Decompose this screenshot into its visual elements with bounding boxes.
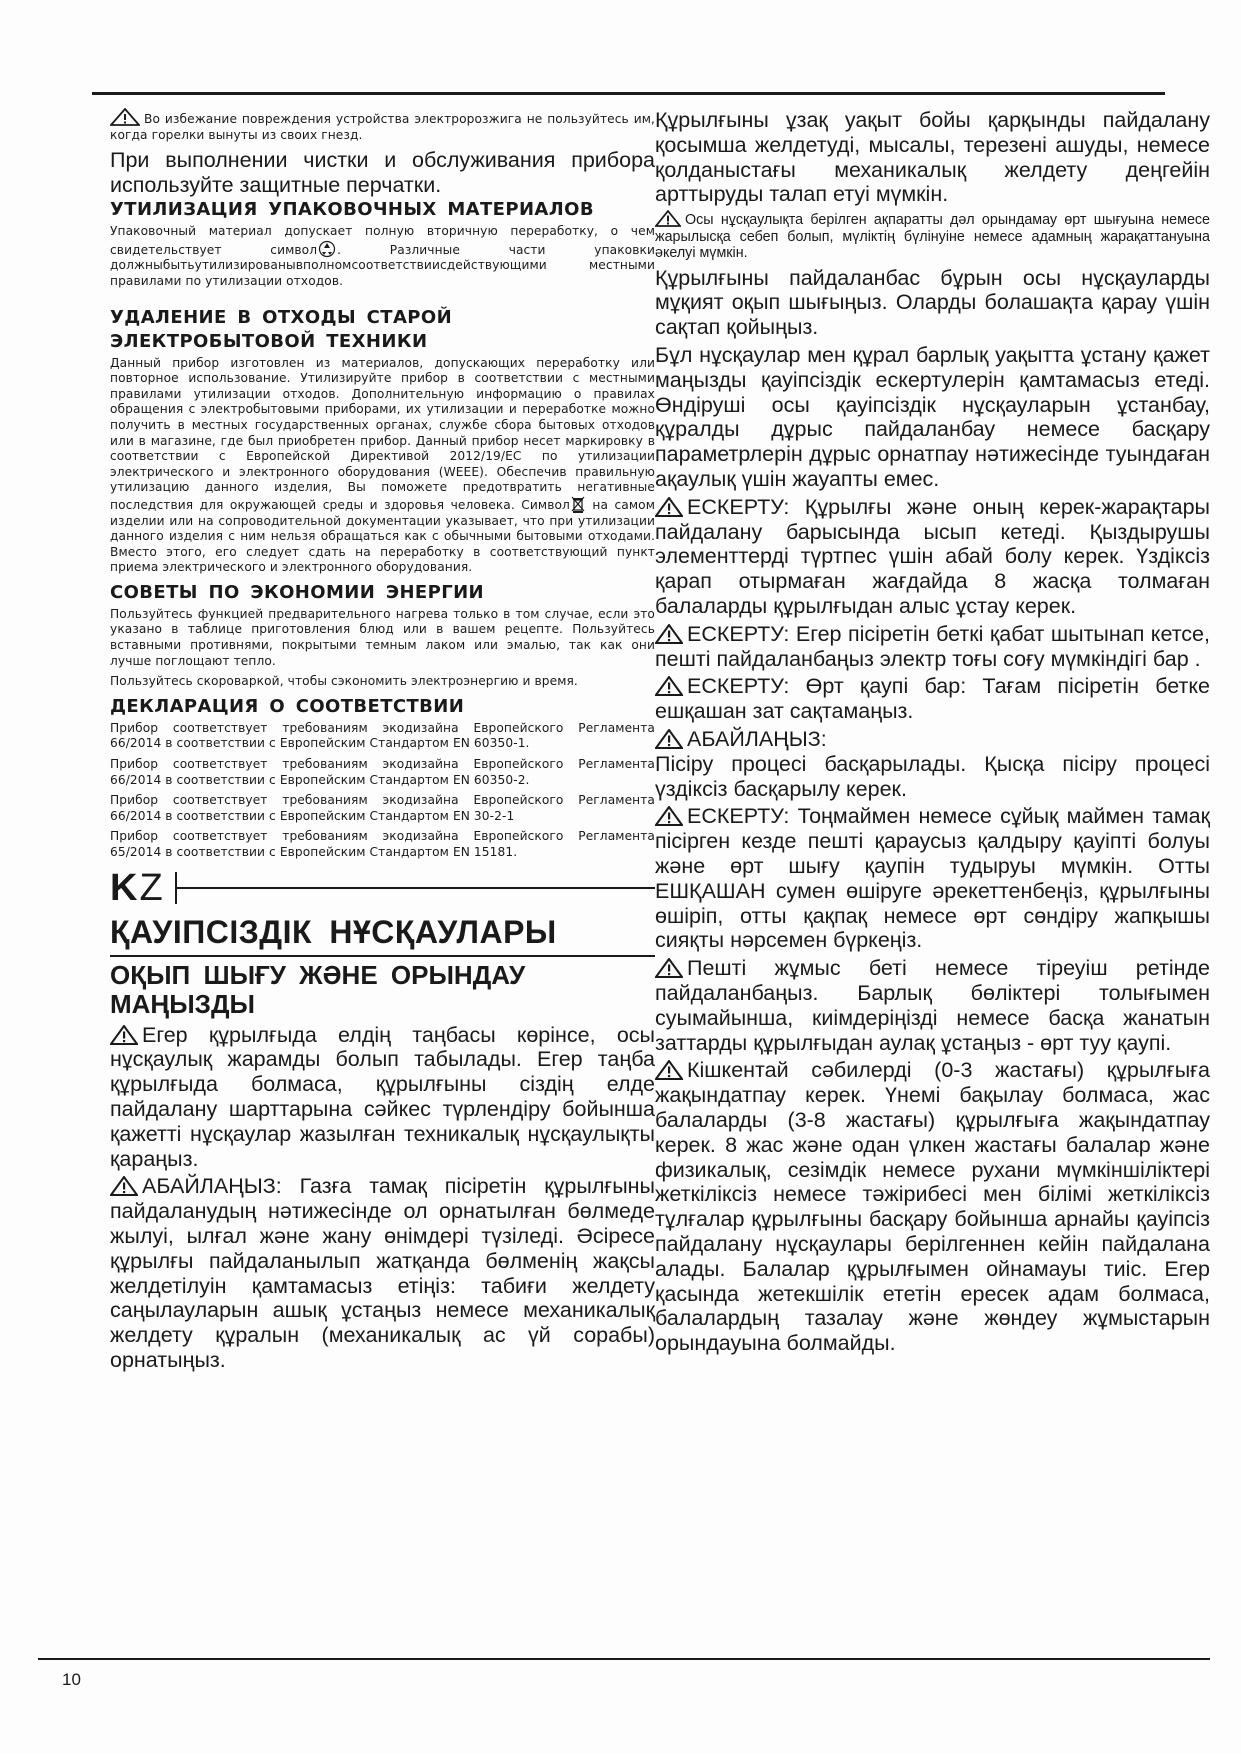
kz-warning-crack: ЕСКЕРТУ: Егер пісіретін беткі қабат шытынап кетсе, пешті пайдаланбаңыз электр тоғы соғу мүмкіндігі бар . bbox=[655, 621, 1210, 671]
ru-burner-note: Во избежание повреждения устройства электророзжига не пользуйтесь им, когда горелки вынуты из своих гнезд. bbox=[110, 108, 655, 143]
warning-icon bbox=[655, 1060, 683, 1080]
ru-energy-heading: СОВЕТЫ ПО ЭКОНОМИИ ЭНЕРГИИ bbox=[110, 581, 485, 603]
ru-energy-tip-2: Пользуйтесь скороваркой, чтобы сэкономить электроэнергию и время. bbox=[110, 674, 578, 689]
right-column bbox=[655, 108, 1210, 1359]
kz-language-marker bbox=[110, 867, 655, 909]
kz-warning-hot: ЕСКЕРТУ: Құрылғы және оның керек-жарақтары пайдалану барысында ысып кетеді. Қыздырушы элементтерді түртпес үшін абай болу керек. Үздіксіз қарап отырмаған жағдайда 8 жасқа толмаған балаларды құрылғыдан алыс ұстау керек. bbox=[655, 494, 1210, 619]
bottom-rule bbox=[38, 1658, 1210, 1660]
page-number: 10 bbox=[62, 1670, 81, 1689]
kz-ventilation-note: Құрылғыны ұзақ уақыт бойы қарқынды пайдалану қосымша желдетуді, мысалы, терезені ашуды, немесе қолданыстағы механикалық желдету деңгейін арттыруды талап етуі мүмкін. bbox=[655, 108, 1210, 207]
warning-icon bbox=[655, 210, 681, 227]
ru-declaration-heading: ДЕКЛАРАЦИЯ О СООТВЕТСТВИИ bbox=[110, 695, 465, 717]
warning-icon bbox=[110, 1025, 138, 1045]
kz-title-rule bbox=[110, 955, 655, 957]
ru-declaration-4: Прибор соответствует требованиям экодизайна Европейского Регламента 65/2014 в соответствии с Европейским Стандартом EN 15181. bbox=[110, 829, 655, 859]
kz-warning-fat: ЕСКЕРТУ: Тоңмаймен немесе сұйық маймен тамақ пісірген кезде пешті қараусыз қалдыру қауіпті болуы және өрт шығу қаупін тудыруы мүмкін. Отты ЕШҚАШАН сумен өшіруге әрекеттенбеңіз, құрылғыны өшіріп, отты қақпақ немесе өрт сөндіру жапқышы сияқты нәрсемен бүркеңіз. bbox=[655, 804, 1210, 953]
warning-icon bbox=[655, 676, 683, 696]
kz-warning-fire: ЕСКЕРТУ: Өрт қаупі бар: Тағам пісіретін бетке ешқашан зат сақтамаңыз. bbox=[655, 674, 1210, 724]
kz-language-code: KZ bbox=[110, 866, 165, 909]
ru-disposal-heading: УДАЛЕНИЕ В ОТХОДЫ СТАРОЙ ЭЛЕКТРОБЫТОВОЙ ТЕХНИКИ bbox=[110, 306, 453, 352]
ru-gloves-note: При выполнении чистки и обслуживания прибора используйте защитные перчатки. bbox=[110, 148, 655, 197]
kz-marker-rule bbox=[177, 887, 655, 889]
ru-declaration-2: Прибор соответствует требованиям экодизайна Европейского Регламента 66/2014 в соответствии с Европейским Стандартом EN 60350-2. bbox=[110, 757, 655, 787]
warning-icon bbox=[655, 624, 683, 644]
warning-icon bbox=[655, 958, 683, 978]
crossed-bin-icon bbox=[571, 496, 585, 513]
kz-subtitle: ОҚЫП ШЫҒУ ЖӘНЕ ОРЫНДАУ МАҢЫЗДЫ bbox=[110, 959, 526, 1019]
warning-icon bbox=[655, 806, 683, 826]
ru-declaration-1: Прибор соответствует требованиям экодизайна Европейского Регламента 66/2014 в соответствии с Европейским Стандартом EN 60350-1. bbox=[110, 720, 655, 751]
kz-children-note: Кішкентай сәбилерді (0-3 жастағы) құрылғыға жақындатпау керек. Үнемі бақылау болмаса, жас балаларды (3-8 жастағы) құрылғыға жақындатпау керек. 8 жас және одан үлкен жастағы балалар және физикалық, сезімдік немесе рухани мүмкіншіліктері жеткіліксіз немесе тәжірибесі мен білімі жеткіліксіз тұлғалар құрылғыны басқару бойынша арнайы қауіпсіз пайдалану нұсқаулары берілгеннен кейін пайдалана алады. Балалар құрылғымен ойнамауы тиіс. Егер қасында жетекшілік ететін ересек адам болмаса, балалардың тазалау және жөндеу жұмыстарын орындауына болмайды. bbox=[655, 1058, 1210, 1356]
ru-packaging-text: Упаковочный материал допускает полную вторичную переработку, о чем свидетельствует символ . Различные части упаковки должныбытьутилизированывполномсоответствиисдействующими местными правилами по утилизации отходов. bbox=[110, 224, 656, 288]
kz-attention-cooking: АБАЙЛАҢЫЗ: Пісіру процесі басқарылады. Қысқа пісіру процесі үздіксіз басқарылу керек. bbox=[655, 727, 1210, 801]
warning-icon bbox=[655, 729, 683, 749]
recycle-icon bbox=[318, 240, 336, 258]
kz-surface-note: Пешті жұмыс беті немесе тіреуіш ретінде пайдаланбаңыз. Барлық бөліктері толығымен суымайынша, киімдеріңізді немесе басқа жанатын заттарды құрылғыдан аулақ ұстаңыз - өрт туу қаупі. bbox=[655, 956, 1210, 1055]
warning-icon bbox=[655, 497, 683, 517]
kz-gas-attention: АБАЙЛАҢЫЗ: Газға тамақ пісіретін құрылғыны пайдаланудың нәтижесінде ол орнатылған бөлмеде жылуі, ылғал және жану өнімдері түзіледі. Әсіресе құрылғы пайдаланылып жатқанда бөлменің жақсы желдетілуін қамтамасыз етіңіз: табиғи желдету саңылауларын ашық ұстаңыз немесе механикалық желдету құралын (механикалық ас үй сорабы) орнатыңыз. bbox=[110, 1174, 655, 1372]
warning-icon bbox=[110, 1176, 138, 1196]
left-column bbox=[110, 108, 655, 1376]
warning-icon bbox=[110, 108, 140, 126]
ru-declaration-3: Прибор соответствует требованиям экодизайна Европейского Регламента 66/2014 в соответствии с Европейским Стандартом EN 30-2-1 bbox=[110, 793, 655, 823]
kz-manufacturer-note: Бұл нұсқаулар мен құрал барлық уақытта ұстану қажет маңызды қауіпсіздік ескертулерін қамтамасыз етеді. Өндіруші осы қауіпсіздік нұсқауларын ұстанбау, құралды дұрыс пайдаланбау немесе басқару параметрлерін дұрыс орнатпау нәтижесінде туындаған ақаулық үшін жауапты емес. bbox=[655, 343, 1210, 492]
kz-country-label-note: Егер құрылғыда елдің таңбасы көрінсе, осы нұсқаулық жарамды болып табылады. Егер таңба құрылғыда болмаса, құрылғыны сіздің елде пайдалану шарттарына сәйкес түрлендіру бойынша қажетті нұсқаулар жазылған техникалық нұсқаулықты қараңыз. bbox=[110, 1022, 655, 1171]
ru-energy-tip-1: Пользуйтесь функцией предварительного нагрева только в том случае, если это указано в таблице приготовления блюд или в вашем рецепте. Пользуйтесь вставными противнями, покрытыми темным лаком или эмалью, так как они лучше поглощают тепло. bbox=[110, 606, 655, 668]
ru-packaging-heading: УТИЛИЗАЦИЯ УПАКОВОЧНЫХ МАТЕРИАЛОВ bbox=[110, 199, 594, 221]
kz-read-first: Құрылғыны пайдаланбас бұрын осы нұсқауларды мұқият оқып шығыңыз. Оларды болашақта қарау үшін сақтап қойыңыз. bbox=[655, 265, 1210, 340]
kz-failure-note: Осы нұсқаулықта берілген ақпаратты дәл орындамау өрт шығуына немесе жарылысқа себеп болып, мүліктің бүлінуіне немесе адамның жарақаттануына әкелуі мүмкін. bbox=[655, 212, 1210, 262]
top-rule bbox=[92, 92, 1165, 95]
ru-disposal-text: Данный прибор изготовлен из материалов, допускающих переработку или повторное использование. Утилизируйте прибор в соответствии с местными правилами утилизации отходов. Дополнительную информацию о правилах обращения с электробытовыми приборами, их утилизации и переработке можно получить в местных государственных органах, службе сбора бытовых отходов или в магазине, где был приобретен прибор. Данный прибор несет маркировку в соответствии с Европейской Директивой 2012/19/EC по утилизации электрического и электронного оборудования (WEEE). Обеспечив правильную утилизацию данного изделия, Вы поможете предотвратить негативные последствия для окружающей среды и здоровья человека. Символ на самом изделии или на сопроводительной документации указывает, что при утилизации данного изделия с ним нельзя обращаться как с обычными бытовыми отходами. Вместо этого, его следует сдать на переработку в соответствующий пункт приема электрического и электронного оборудования. bbox=[110, 355, 656, 575]
kz-title: ҚАУІПСІЗДІК НҰСҚАУЛАРЫ bbox=[110, 913, 557, 950]
